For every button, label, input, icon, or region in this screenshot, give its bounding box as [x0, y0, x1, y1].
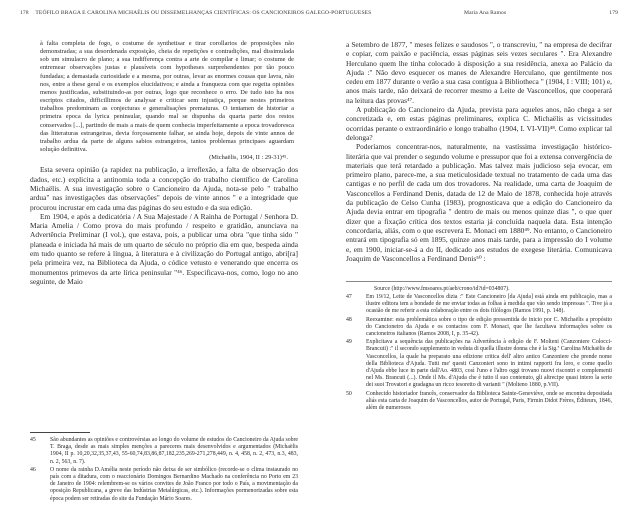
footnote: [346, 339, 612, 389]
left-footnotes: [30, 437, 298, 504]
right-page-number: 179: [609, 10, 618, 16]
footnote-number: 49: [346, 339, 352, 346]
left-page-number: 178: [20, 10, 29, 16]
footnote: [30, 467, 298, 503]
footnote-text: Explicitava a sequência das publicações na Advertência à edição de F. Molteni (Canzoniere Colocci-Brancuti) :" il secondo supplemento in veduta di quella illustre donna che è la Sig.ª Carolina Michaëlis de Vasconcellos, la quale ha preparato una edizione critica dell' altro antico Canzoniere che prende nome della Biblioteca d'Ajuda. Tutti me' questi Canzonieri sono in intimi rapporti fra loro, e come quello d'Ajuda ebbe luce in parte dall'Ao. 4803, così l'uno e l'altro oggi trovano nuovi riscontri e complementi nel Ms. Brancuti (...). Onde il Ms. d'Ajuda che è tutto il suo contenuto, gli altrecipe quasi intero la serie dei suoi Trovatori e gradagna un ricco tesoretto di varianti " (Molteno 1880, p.VII).: [366, 339, 612, 389]
footnote-continuation: Source (http://www.fmsoares.pt/aeb/crono/id?id=034807).: [374, 286, 510, 292]
left-running-title: TEÓFILO BRAGA E CAROLINA MICHAËLIS OU DISSEMELHANÇAS CIENTÍFICAS: OS CANCIONEIROS GALEGO-PORTUGUESES: [35, 10, 372, 16]
right-footnotes: [346, 286, 612, 413]
right-paragraph: A publicação do Cancioneiro da Ajuda, prevista para aqueles anos, não chega a ser concretizada e, em estas páginas preliminares, explica C. Michaëlis as vicissitudes ocorridas perante o extraordinário e longo trabalho (1904, I. VI-VII)⁴⁸. Como explicar tal delonga?: [346, 105, 612, 142]
footnote-text: São abundantes as opiniões e controvérsias ao longo do volume de estudos do Cancioneiro da Ajuda sobre T. Braga, desde as mais simples menções a pareceres mais desenvolvidos e argumentados (Michaëlis 1904, II p. 10,20,32,35,37,43, 55-60,74,83,86,87,182,235,269-271,278,449, n. 4, 458, n. 2, 473, n.3, 483, n. 2, 563, n. 7).: [50, 437, 298, 465]
footnote: [346, 317, 612, 339]
left-paragraph: Esta severa opinião (a rapidez na publicação, a irreflexão, a falta de observação dos dados, etc.) explicita a antinomia toda a concepção do trabalho científico de Carolina Michaëlis. A sua investigação sobre o Cancioneiro da Ajuda, nota-se pelo " trabalho ardua" nas investigações das observações" depois de vinte annos " e a integridade que procurou incrustar em cada uma das páginas do seu estudo e da sua edição.: [30, 165, 298, 212]
right-footnote-rule: [346, 281, 612, 282]
block-quote: [40, 40, 294, 162]
left-footnote-rule: [30, 432, 90, 433]
left-paragraph: Em 1904, e após a dedicatória / A Sua Majestade / A Rainha de Portugal / Senhora D. Maria Amelia / Como prova do mais profundo / respeito e gratidão, anunciava na Advertência Preliminar (I vol.), que estava, pois, a publicar uma obra "que tinha sido " planeada e iniciada há mais de um quarto de século no próprio dia em que, bespeda ainda em tudo quanto se refere à língua, à literatura e à civilização do Portugal antigo, abri[ra] pela primeira vez, na Biblioteca da Ajuda, o códice vetusto e venerando que encerra os monumentos primevos da arte lírica peninsular "⁴⁶. Especificava-nos, como, logo no ano seguinte, de Maio: [30, 211, 298, 286]
left-running-head: [20, 10, 371, 16]
footnote-number: 47: [346, 294, 352, 300]
left-body-text: [30, 165, 298, 286]
footnote-number: 46: [30, 466, 36, 473]
footnote-text: Em 19/12, Leite de Vasconcellos dizia :" Este Cancioneiro [da Ajuda] está ainda em publicação, mas a ilustre editora tem a bondade de me enviar todas as folhas à medida que vão sendo impressas ". Tive já a ocasião de me referir a esta colaboração entre os dois filólogos (Ramos 1991, p. 148).: [366, 294, 612, 315]
footnote-number: 45: [30, 437, 36, 443]
footnote: [346, 294, 612, 316]
right-paragraph: Poderíamos concentrar-nos, naturalmente, na vastíssima investigação histórico-literária que vai prender o segundo volume e pressupor que foi a extensa convergência de materiais que terá retardado a publicação. Mas talvez mais judicioso seja evocar, em primeiro plano, parece-me, a sua meticulosidade textual no tratamento de cada uma das cantigas e no perfil de cada um dos trovadores. Na realidade, uma carta de Joaquim de Vasconcellos a Ferdinand Denis, datada de 12 de Maio de 1878, conhecida hoje através da publicação de Celso Cunha (1983), prognosticava que a edição do Cancioneiro da Ajuda devia entrar em tipografia " dentro de mais ou menos quinze dias ", o que quer dizer que a fixação crítica dos textos estaria já concluída naquela data. Esta intenção concordaria, aliás, com o que escrevera E. Monaci em 1880⁴⁹. No entanto, o Cancioneiro entrará em tipografia só em 1895, quinze anos mais tarde, para a impressão do I volume e, em 1900, iniciar-se-á a do II, dedicado aos estudos de exegese literária. Comunicava Joaquim de Vasconcellos a Ferdinand Denis⁵⁰ :: [346, 142, 612, 263]
footnote: [30, 437, 298, 466]
footnote-number: 48: [346, 316, 352, 323]
footnote: [346, 391, 612, 413]
footnote-text: Conhecido historiador francês, conservador da Biblioteca Sainte-Geneviève, onde se encontra depositada aliás esta carta de Joaquim de Vasconcellos, autor de Portugal, Paris, Firmin Didot Frères, Éditeurs, 1846, além de numerosos: [366, 390, 612, 412]
left-text-column: [30, 40, 298, 286]
right-running-author: Maria Ana Ramos: [464, 10, 507, 16]
right-body-text: [346, 40, 612, 263]
footnote-number: 50: [346, 390, 352, 397]
quote-text: à falta completa de fogo, o costume de synthetisar e tirar corollarios de proposições não demonstradas; a sua desordenada exposição, cheia de repetições e contradições, mal dissimulada sob um simulacro de plano; a sua indifferença contra a arte de compilar e limar; o costume de entremear observações justas e plausíveis com hypotheses surprehendentes por tão pouco fundadas; a demasiada curiosidade e a mesma, por outras, levar as enormes cousas que lavra, não nos, entre a these geral e os exemplos elucidativos; e ainda a franqueza com que regeita opiniões menos justificadas, substituindo-as por outras, logo que reconhece o erro. De tudo isto ha nos escriptos citados, difficillimos de analysar e criticar sem injustiça, porque nestes primeiros trabalhos predominam as conjecturas e generalisações prematuras. O tentamen de historiar a primeira epoca da lyrica peninsular, quando mal se dispunha da quarta parte dos restos conservados [...], partindo de mais a mais de quem conhecia imperfeitamente a epoca trovadoresca das litteraturas estrangeiras, devia forçosamente falhar, se ainda hoje, depois de vinte annos de trabalho ardua da parte de alguns sabios estrangeiros, tantos problemas principaes aguardam solução definitiva.: [40, 40, 294, 154]
right-paragraph: a Setembro de 1877, " meses felizes e saudosos ", o transcreviu, " na empresa de decifrar e copiar, com paixão e paciência, essas páginas seis vezes seculares ". Era Alexandre Herculano quem lhe tinha colocado à disposição a sua residência, anexa ao Palácio da Ajuda :" Não devo esquecer os manes de Alexandre Herculano, que gentilmente nos cedeu em 1877 durante o verão a sua casa contígua à Bibliotheca " (1904, I : VIII; 101) e, anos mais tarde, não deixará de recorrer mesmo a Leite de Vasconcellos, que cooperará na leitura das provas⁴⁷.: [346, 40, 612, 105]
quote-citation: (Michaëlis, 1904, II : 29-31)⁴⁵.: [209, 154, 288, 162]
footnote-text: Reexamine: esta problemática sobre o tipo de edição pressentida de inicio por C. Michaëlis a propósito do Cancioneiro da Ajuda e os contactos com F. Monaci, que lhe facultava informações sobre os cancioneiros italianos (Ramos 2008, I, p. 35-42).: [366, 316, 612, 338]
footnote-text: O nome da rainha D.Amélia neste período não deixa de ser simbólico (recorde-se o clima instaurado no país com a ditadura, com o reaccionário Domingos Bernardino Machado na conferência no Porto em 23 de Janeiro de 1904: relembrem-se os vários convites de João Franco por todo o País, a movimentação da oposição Republicana, a greve das Indústrias Metalúrgicas, etc.). Informações pormenorizadas sobre esta época podem ser retiradas do site da Fundação Mário Soares.: [50, 466, 298, 502]
